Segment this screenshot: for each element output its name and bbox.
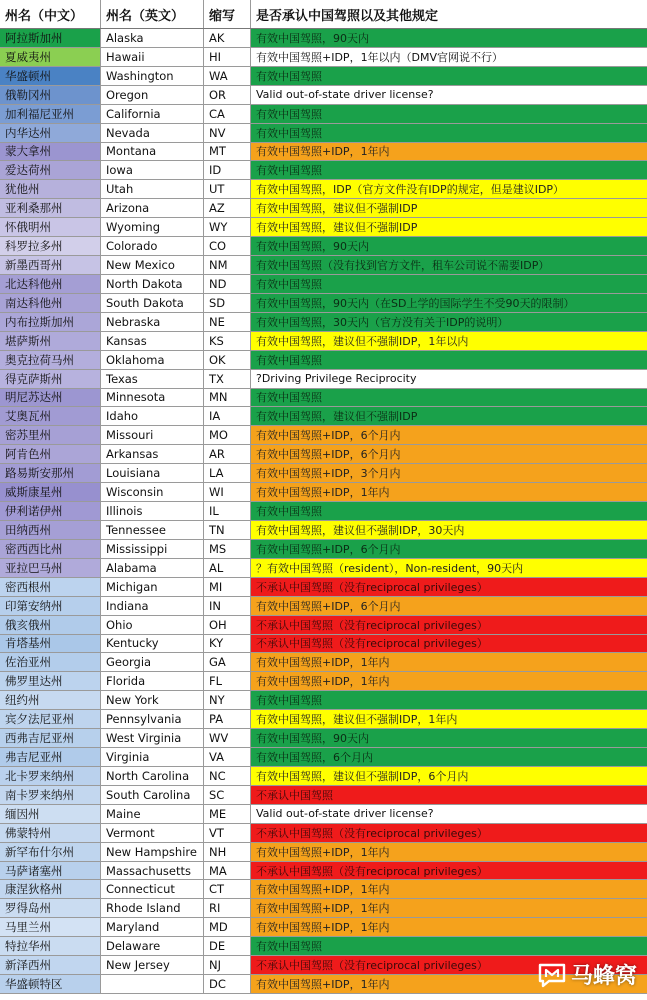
license-rule: 有效中国驾照+IDP，1年内 [251, 880, 647, 898]
state-abbr: CT [204, 880, 251, 898]
license-rule: 有效中国驾照，90天内（在SD上学的国际学生不受90天的限制） [251, 294, 647, 312]
mafengwo-watermark [537, 959, 637, 990]
license-rule: 有效中国驾照，建议但不强制IDP，6个月内 [251, 767, 647, 785]
state-abbr: ND [204, 275, 251, 293]
state-name-zh: 特拉华州 [0, 937, 101, 955]
table-row [0, 67, 647, 86]
state-name-zh: 肯塔基州 [0, 635, 101, 653]
state-name-en: North Carolina [101, 767, 204, 785]
state-abbr: OH [204, 616, 251, 634]
state-name-zh: 内布拉斯加州 [0, 313, 101, 331]
state-name-zh: 新泽西州 [0, 956, 101, 974]
license-rule: ？有效中国驾照（resident），Non-resident，90天内 [251, 559, 647, 577]
state-name-en: North Dakota [101, 275, 204, 293]
state-abbr: OR [204, 86, 251, 104]
table-row [0, 426, 647, 445]
table-row [0, 370, 647, 389]
state-abbr: NV [204, 124, 251, 142]
license-rule: 有效中国驾照（没有找到官方文件，租车公司说不需要IDP） [251, 256, 647, 274]
license-rule: 有效中国驾照+IDP，1年内 [251, 975, 647, 993]
state-abbr: WV [204, 729, 251, 747]
state-abbr: VA [204, 748, 251, 766]
license-rule: 有效中国驾照 [251, 351, 647, 369]
license-rule: 有效中国驾照，建议但不强制IDP，1年以内 [251, 332, 647, 350]
license-rule: 有效中国驾照+IDP，6个月内 [251, 597, 647, 615]
table-row [0, 180, 647, 199]
state-name-zh: 南卡罗来纳州 [0, 786, 101, 804]
state-abbr: GA [204, 653, 251, 671]
state-name-en: Connecticut [101, 880, 204, 898]
license-rule: 不承认中国驾照 [251, 786, 647, 804]
table-row [0, 294, 647, 313]
state-name-zh: 伊利诺伊州 [0, 502, 101, 520]
state-name-zh: 佐治亚州 [0, 653, 101, 671]
state-name-zh: 爱达荷州 [0, 161, 101, 179]
state-name-en: Florida [101, 672, 204, 690]
state-abbr: VT [204, 824, 251, 842]
state-name-zh: 北达科他州 [0, 275, 101, 293]
state-name-zh: 威斯康星州 [0, 483, 101, 501]
state-name-zh: 印第安纳州 [0, 597, 101, 615]
chat-bubble-m-icon [537, 962, 567, 988]
state-name-en: Alaska [101, 29, 204, 47]
state-name-en: Kentucky [101, 635, 204, 653]
state-name-zh: 佛罗里达州 [0, 672, 101, 690]
watermark-text: 马蜂窝 [570, 964, 637, 989]
state-name-zh: 亚利桑那州 [0, 199, 101, 217]
state-abbr: MT [204, 143, 251, 161]
license-rule: 有效中国驾照，90天内 [251, 237, 647, 255]
state-name-en: Wyoming [101, 218, 204, 236]
license-rule: 有效中国驾照+IDP，1年内 [251, 672, 647, 690]
state-name-en [101, 975, 204, 993]
state-abbr: IL [204, 502, 251, 520]
state-abbr: SD [204, 294, 251, 312]
state-name-en: Kansas [101, 332, 204, 350]
state-name-zh: 佛蒙特州 [0, 824, 101, 842]
license-rule: 不承认中国驾照（没有reciprocal privileges） [251, 578, 647, 596]
table-row [0, 48, 647, 67]
table-row [0, 786, 647, 805]
table-row [0, 407, 647, 426]
state-name-zh: 蒙大拿州 [0, 143, 101, 161]
license-rule: 有效中国驾照+IDP，1年内 [251, 653, 647, 671]
license-rule: 有效中国驾照，建议但不强制IDP [251, 218, 647, 236]
state-name-en: West Virginia [101, 729, 204, 747]
state-name-en: Illinois [101, 502, 204, 520]
table-row [0, 937, 647, 956]
state-name-zh: 密西西比州 [0, 540, 101, 558]
state-name-en: Texas [101, 370, 204, 388]
table-row [0, 805, 647, 824]
state-abbr: HI [204, 48, 251, 66]
state-name-zh: 马里兰州 [0, 918, 101, 936]
state-name-zh: 俄亥俄州 [0, 616, 101, 634]
state-abbr: WI [204, 483, 251, 501]
state-name-en: Michigan [101, 578, 204, 596]
state-abbr: MS [204, 540, 251, 558]
state-name-en: Maryland [101, 918, 204, 936]
state-name-en: Nevada [101, 124, 204, 142]
state-name-zh: 明尼苏达州 [0, 389, 101, 407]
state-name-en: South Dakota [101, 294, 204, 312]
state-name-en: Maine [101, 805, 204, 823]
state-name-en: Nebraska [101, 313, 204, 331]
table-row [0, 199, 647, 218]
table-row [0, 672, 647, 691]
state-name-en: Oklahoma [101, 351, 204, 369]
table-row [0, 105, 647, 124]
table-row [0, 521, 647, 540]
state-name-en: Mississippi [101, 540, 204, 558]
state-name-zh: 马萨诸塞州 [0, 862, 101, 880]
state-name-en: Rhode Island [101, 899, 204, 917]
license-rule: 有效中国驾照，30天内（官方没有关于IDP的说明） [251, 313, 647, 331]
state-name-zh: 阿拉斯加州 [0, 29, 101, 47]
license-rule: 有效中国驾照+IDP，1年内 [251, 843, 647, 861]
license-rule: 有效中国驾照+IDP，1年内 [251, 143, 647, 161]
table-row [0, 710, 647, 729]
state-name-en: Indiana [101, 597, 204, 615]
state-abbr: NE [204, 313, 251, 331]
state-name-en: New Jersey [101, 956, 204, 974]
license-rule: 有效中国驾照+IDP，1年以内（DMV官网说不行） [251, 48, 647, 66]
state-abbr: NH [204, 843, 251, 861]
state-abbr: MA [204, 862, 251, 880]
license-rule: 有效中国驾照 [251, 275, 647, 293]
state-name-zh: 得克萨斯州 [0, 370, 101, 388]
state-name-en: New Mexico [101, 256, 204, 274]
table-row [0, 824, 647, 843]
license-rule: 有效中国驾照+IDP，1年内 [251, 918, 647, 936]
state-name-en: New York [101, 691, 204, 709]
table-row [0, 29, 647, 48]
state-abbr: IA [204, 407, 251, 425]
state-name-zh: 华盛顿州 [0, 67, 101, 85]
license-rule: 有效中国驾照 [251, 161, 647, 179]
state-name-en: Arkansas [101, 445, 204, 463]
license-rule: ?Driving Privilege Reciprocity [251, 370, 647, 388]
state-abbr: LA [204, 464, 251, 482]
state-name-zh: 宾夕法尼亚州 [0, 710, 101, 728]
state-name-en: Missouri [101, 426, 204, 444]
state-name-en: Pennsylvania [101, 710, 204, 728]
state-abbr: NM [204, 256, 251, 274]
table-row [0, 143, 647, 162]
state-name-zh: 犹他州 [0, 180, 101, 198]
state-name-en: Washington [101, 67, 204, 85]
state-name-en: Georgia [101, 653, 204, 671]
table-row [0, 918, 647, 937]
table-row [0, 332, 647, 351]
state-name-en: Arizona [101, 199, 204, 217]
state-name-en: Montana [101, 143, 204, 161]
license-rule: Valid out-of-state driver license? [251, 805, 647, 823]
state-abbr: UT [204, 180, 251, 198]
state-name-en: California [101, 105, 204, 123]
state-name-zh: 纽约州 [0, 691, 101, 709]
table-header [0, 0, 647, 29]
license-rule: 有效中国驾照+IDP，3个月内 [251, 464, 647, 482]
license-rule: 有效中国驾照，建议但不强制IDP，1年内 [251, 710, 647, 728]
license-rule: 有效中国驾照，建议但不强制IDP [251, 407, 647, 425]
state-abbr: TN [204, 521, 251, 539]
state-name-zh: 康涅狄格州 [0, 880, 101, 898]
state-abbr: AK [204, 29, 251, 47]
state-name-en: Tennessee [101, 521, 204, 539]
table-row [0, 862, 647, 881]
state-abbr: MD [204, 918, 251, 936]
license-rule: 不承认中国驾照（没有reciprocal privileges） [251, 635, 647, 653]
license-rule: 有效中国驾照 [251, 105, 647, 123]
state-abbr: AZ [204, 199, 251, 217]
table-row [0, 635, 647, 654]
header-rule: 是否承认中国驾照以及其他规定 [256, 8, 439, 24]
table-row [0, 559, 647, 578]
state-abbr: AR [204, 445, 251, 463]
state-abbr: IN [204, 597, 251, 615]
table-row [0, 483, 647, 502]
license-rule: 有效中国驾照，IDP（官方文件没有IDP的规定，但是建议IDP） [251, 180, 647, 198]
license-rule: 有效中国驾照 [251, 124, 647, 142]
state-abbr: MN [204, 389, 251, 407]
state-abbr: OK [204, 351, 251, 369]
state-name-zh: 密苏里州 [0, 426, 101, 444]
license-rule: 有效中国驾照 [251, 691, 647, 709]
license-rule: 有效中国驾照+IDP，6个月内 [251, 445, 647, 463]
state-abbr: KS [204, 332, 251, 350]
table-row [0, 86, 647, 105]
state-name-en: Minnesota [101, 389, 204, 407]
state-name-zh: 新罕布什尔州 [0, 843, 101, 861]
state-name-en: Utah [101, 180, 204, 198]
state-name-zh: 弗吉尼亚州 [0, 748, 101, 766]
header-zh: 州名（中文） [0, 0, 101, 28]
state-name-zh: 西弗吉尼亚州 [0, 729, 101, 747]
license-rule: 有效中国驾照，90天内 [251, 729, 647, 747]
table-row [0, 464, 647, 483]
state-name-en: Virginia [101, 748, 204, 766]
license-rule: 有效中国驾照+IDP，1年内 [251, 899, 647, 917]
state-name-en: Massachusetts [101, 862, 204, 880]
license-rule: 不承认中国驾照（没有reciprocal privileges） [251, 616, 647, 634]
state-name-zh: 亚拉巴马州 [0, 559, 101, 577]
license-rule: 有效中国驾照，6个月内 [251, 748, 647, 766]
license-rule: 有效中国驾照 [251, 937, 647, 955]
header-abbr: 缩写 [204, 0, 251, 28]
table-row [0, 502, 647, 521]
state-name-zh: 俄勒冈州 [0, 86, 101, 104]
state-name-en: Louisiana [101, 464, 204, 482]
license-rule: 不承认中国驾照（没有reciprocal privileges） [251, 862, 647, 880]
state-abbr: SC [204, 786, 251, 804]
license-rule: 有效中国驾照 [251, 67, 647, 85]
table-row [0, 597, 647, 616]
table-row [0, 540, 647, 559]
state-name-en: Wisconsin [101, 483, 204, 501]
state-name-en: Idaho [101, 407, 204, 425]
state-abbr: WY [204, 218, 251, 236]
state-abbr: CO [204, 237, 251, 255]
state-name-en: Colorado [101, 237, 204, 255]
state-name-en: South Carolina [101, 786, 204, 804]
table-row [0, 218, 647, 237]
table-row [0, 351, 647, 370]
state-name-zh: 堪萨斯州 [0, 332, 101, 350]
state-abbr: ID [204, 161, 251, 179]
state-name-en: Hawaii [101, 48, 204, 66]
state-name-zh: 密西根州 [0, 578, 101, 596]
table-row [0, 653, 647, 672]
state-abbr: MI [204, 578, 251, 596]
state-name-en: Iowa [101, 161, 204, 179]
table-row [0, 389, 647, 408]
license-rule: 有效中国驾照，建议但不强制IDP [251, 199, 647, 217]
state-name-zh: 北卡罗来纳州 [0, 767, 101, 785]
state-abbr: NY [204, 691, 251, 709]
state-name-en: Ohio [101, 616, 204, 634]
table-body [0, 29, 647, 994]
state-name-zh: 艾奥瓦州 [0, 407, 101, 425]
state-abbr: RI [204, 899, 251, 917]
license-rule: 有效中国驾照+IDP，1年内 [251, 483, 647, 501]
state-abbr: WA [204, 67, 251, 85]
license-rule: 不承认中国驾照（没有reciprocal privileges） [251, 824, 647, 842]
table-row [0, 899, 647, 918]
table-row [0, 616, 647, 635]
header-en: 州名（英文） [101, 0, 204, 28]
state-name-zh: 路易斯安那州 [0, 464, 101, 482]
state-name-zh: 科罗拉多州 [0, 237, 101, 255]
table-row [0, 729, 647, 748]
state-name-en: Vermont [101, 824, 204, 842]
license-rule: Valid out-of-state driver license? [251, 86, 647, 104]
state-abbr: ME [204, 805, 251, 823]
table-row [0, 748, 647, 767]
state-abbr: DC [204, 975, 251, 993]
license-rule: 有效中国驾照+IDP，6个月内 [251, 540, 647, 558]
state-abbr: CA [204, 105, 251, 123]
table-row [0, 161, 647, 180]
state-name-zh: 华盛顿特区 [0, 975, 101, 993]
state-abbr: MO [204, 426, 251, 444]
table-row [0, 256, 647, 275]
license-rule: 有效中国驾照+IDP，6个月内 [251, 426, 647, 444]
state-name-zh: 奥克拉荷马州 [0, 351, 101, 369]
state-name-en: Alabama [101, 559, 204, 577]
state-name-en: New Hampshire [101, 843, 204, 861]
state-name-zh: 田纳西州 [0, 521, 101, 539]
table-row [0, 843, 647, 862]
state-name-zh: 南达科他州 [0, 294, 101, 312]
license-rule: 有效中国驾照，建议但不强制IDP，30天内 [251, 521, 647, 539]
table-row [0, 275, 647, 294]
state-abbr: AL [204, 559, 251, 577]
table-row [0, 578, 647, 597]
table-row [0, 313, 647, 332]
state-name-en: Oregon [101, 86, 204, 104]
state-abbr: KY [204, 635, 251, 653]
license-rule: 不承认中国驾照（没有reciprocal privileges） [251, 956, 647, 974]
state-name-zh: 夏威夷州 [0, 48, 101, 66]
state-name-zh: 加利福尼亚州 [0, 105, 101, 123]
license-rule: 有效中国驾照 [251, 389, 647, 407]
state-name-zh: 阿肯色州 [0, 445, 101, 463]
table-row [0, 767, 647, 786]
table-row [0, 124, 647, 143]
state-abbr: NC [204, 767, 251, 785]
state-abbr: TX [204, 370, 251, 388]
state-name-zh: 新墨西哥州 [0, 256, 101, 274]
license-rule: 有效中国驾照 [251, 502, 647, 520]
table-row [0, 691, 647, 710]
state-abbr: PA [204, 710, 251, 728]
table-row [0, 880, 647, 899]
state-abbr: FL [204, 672, 251, 690]
state-name-zh: 缅因州 [0, 805, 101, 823]
state-name-zh: 内华达州 [0, 124, 101, 142]
state-name-zh: 怀俄明州 [0, 218, 101, 236]
table-row [0, 237, 647, 256]
state-name-en: Delaware [101, 937, 204, 955]
state-abbr: NJ [204, 956, 251, 974]
state-name-zh: 罗得岛州 [0, 899, 101, 917]
table-row [0, 445, 647, 464]
state-abbr: DE [204, 937, 251, 955]
license-rule: 有效中国驾照，90天内 [251, 29, 647, 47]
